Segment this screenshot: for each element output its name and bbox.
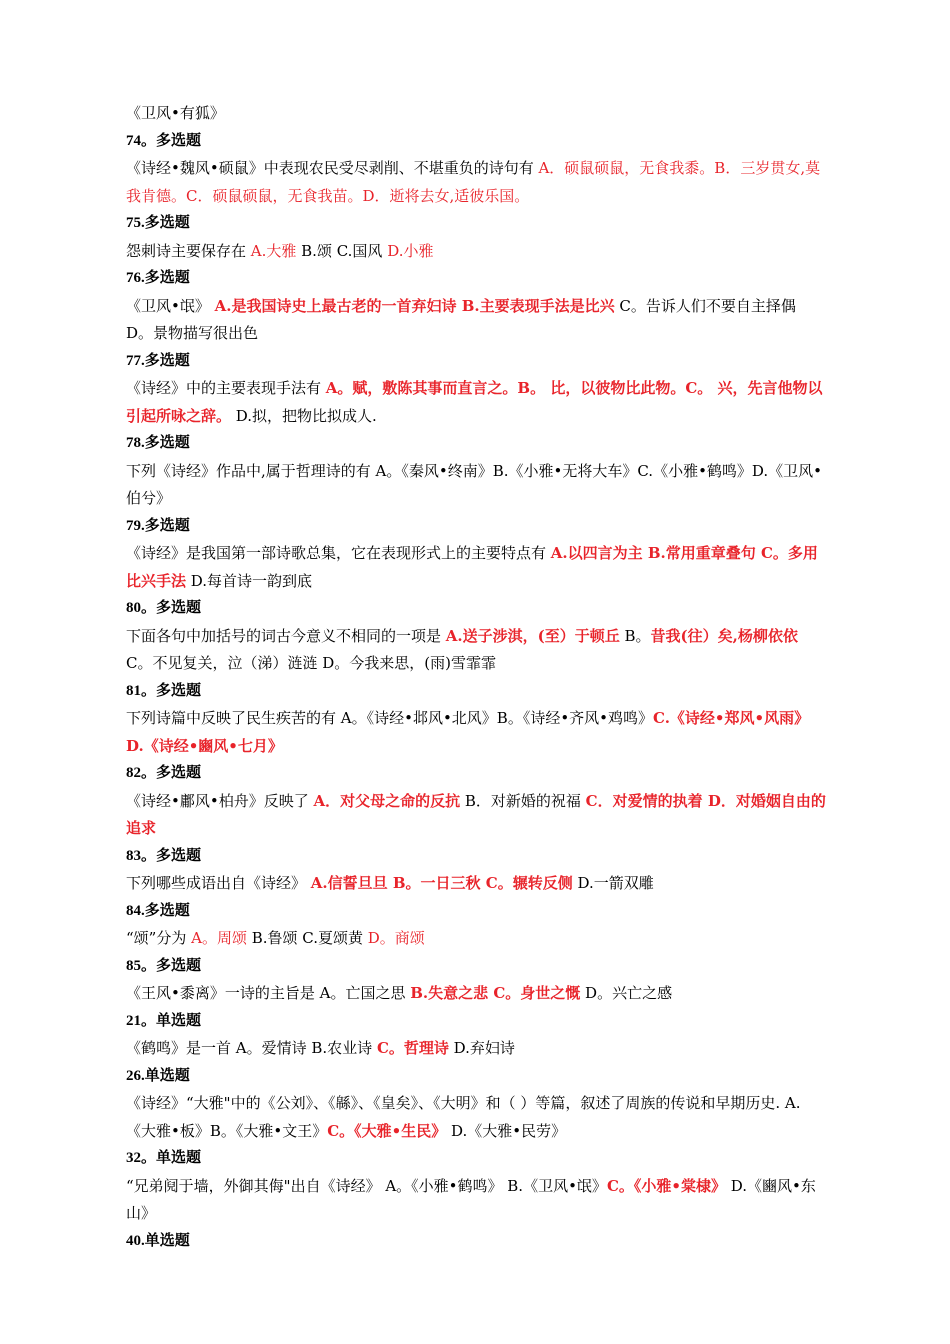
text-segment: C。告诉人们不要自主择偶 D。景物描写很出色 bbox=[126, 296, 796, 342]
text-segment: 75.多选题 bbox=[126, 215, 190, 231]
text-segment: 76.多选题 bbox=[126, 270, 190, 286]
text-segment: B.鲁颂 C.夏颂黄 bbox=[246, 929, 368, 947]
question-text bbox=[126, 623, 826, 678]
text-segment: 74。多选题 bbox=[126, 132, 202, 149]
question-heading bbox=[126, 430, 826, 458]
text-segment: D.《大雅•民劳》 bbox=[446, 1121, 567, 1140]
text-segment: D.《豳风•东山》 bbox=[126, 1176, 816, 1222]
text-segment: 下面各句中加括号的词古今意义不相同的一项是 bbox=[126, 626, 446, 645]
text-segment: 84.多选题 bbox=[126, 902, 190, 919]
question-heading bbox=[126, 898, 826, 926]
text-segment: 《卫风•氓》 bbox=[126, 296, 215, 315]
text-segment: 怨刺诗主要保存在 bbox=[126, 241, 251, 260]
question-heading bbox=[126, 760, 826, 788]
text-segment: 《诗经•鄘风•柏舟》反映了 bbox=[126, 791, 314, 810]
question-text bbox=[126, 155, 826, 210]
answer-highlight: A．硕鼠硕鼠，无食我黍。B．三岁贯女,莫我肯德。C．硕鼠硕鼠，无食我苗。D．逝将去女,适彼乐国。 bbox=[126, 159, 821, 205]
text-segment: 82。多选题 bbox=[126, 765, 202, 781]
text-segment: D.每首诗一韵到底 bbox=[186, 571, 313, 590]
text-segment: “兄弟阋于墙，外御其侮"出自《诗经》 A。《小雅•鹤鸣》 B.《卫风•氓》 bbox=[126, 1176, 607, 1195]
question-text bbox=[126, 458, 826, 513]
text-segment: 77.多选题 bbox=[126, 352, 190, 369]
question-heading bbox=[126, 953, 826, 981]
text-segment: 下列《诗经》作品中,属于哲理诗的有 A。《秦风•终南》B.《小雅•无将大车》C.《小雅•鹤鸣》D.《卫风•伯兮》 bbox=[126, 461, 823, 507]
answer-highlight: A．对父母之命的反抗 bbox=[313, 791, 461, 810]
text-segment: B.颂 C.国风 bbox=[296, 241, 388, 260]
text-segment: 《鹤鸣》是一首 A。爱情诗 B.农业诗 bbox=[126, 1039, 377, 1057]
text-segment: D.一箭双雕 bbox=[572, 874, 654, 892]
question-heading bbox=[126, 1145, 826, 1173]
text-segment: 26.单选题 bbox=[126, 1067, 190, 1084]
text-segment: C。不见复关，泣（涕）涟涟 D。今我来思，(雨)雪霏霏 bbox=[126, 654, 496, 672]
text-segment: 下列诗篇中反映了民生疾苦的有 A。《诗经•邶风•北风》B。《诗经•齐风•鸡鸣》 bbox=[126, 709, 654, 727]
text-segment: 21。单选题 bbox=[126, 1012, 202, 1029]
text-segment: 《王风•黍离》一诗的主旨是 A。亡国之思 bbox=[126, 984, 411, 1002]
question-heading bbox=[126, 1063, 826, 1091]
question-text bbox=[126, 540, 826, 595]
text-segment: 78.多选题 bbox=[126, 435, 190, 451]
text-segment: D。兴亡之感 bbox=[580, 984, 673, 1002]
question-text bbox=[126, 1173, 826, 1228]
text-segment: 40.单选题 bbox=[126, 1232, 190, 1249]
text-segment: 32。单选题 bbox=[126, 1150, 202, 1166]
answer-highlight: C。《小雅•棠棣》 bbox=[606, 1176, 726, 1195]
text-segment: 《诗经》是我国第一部诗歌总集，它在表现形式上的主要特点有 bbox=[126, 544, 551, 562]
question-heading bbox=[126, 595, 826, 623]
question-heading bbox=[126, 678, 826, 706]
text-segment: 85。多选题 bbox=[126, 957, 202, 974]
question-text bbox=[126, 705, 826, 760]
answer-highlight: A.是我国诗史上最古老的一首弃妇诗 B.主要表现手法是比兴 bbox=[214, 296, 615, 315]
text-segment: 81。多选题 bbox=[126, 682, 202, 699]
text-segment: B．对新婚的祝福 bbox=[460, 791, 586, 810]
question-text bbox=[126, 238, 826, 266]
answer-highlight: 昔我(往）矣,杨柳依依 bbox=[650, 626, 798, 645]
text-segment: 《卫风•有狐》 bbox=[126, 104, 225, 122]
answer-highlight: A.信誓旦旦 B。一日三秋 C。辗转反侧 bbox=[310, 874, 573, 892]
question-heading bbox=[126, 348, 826, 376]
answer-highlight: A。周颂 bbox=[191, 929, 247, 947]
question-text bbox=[126, 1090, 826, 1145]
question-text bbox=[126, 870, 826, 898]
answer-highlight: D。商颂 bbox=[367, 929, 425, 947]
text-segment: 《诗经》中的主要表现手法有 bbox=[126, 379, 326, 397]
question-text bbox=[126, 788, 826, 843]
question-text bbox=[126, 980, 826, 1008]
answer-highlight: C。《大雅•生民》 bbox=[327, 1121, 447, 1140]
question-heading bbox=[126, 1228, 826, 1256]
question-text bbox=[126, 293, 826, 348]
question-heading bbox=[126, 128, 826, 156]
answer-highlight: A.大雅 bbox=[250, 241, 297, 260]
document-page bbox=[126, 100, 826, 1255]
answer-highlight: C.《诗经•郑风•风雨》D.《诗经•豳风•七月》 bbox=[126, 709, 810, 755]
answer-highlight: B.失意之悲 C。身世之慨 bbox=[410, 984, 581, 1002]
question-text bbox=[126, 1035, 826, 1063]
question-heading bbox=[126, 1008, 826, 1036]
question-heading bbox=[126, 843, 826, 871]
answer-highlight: C。哲理诗 bbox=[376, 1039, 449, 1057]
answer-highlight: A。赋，敷陈其事而直言之。B。 比，以彼物比此物。C。 兴，先言他物以引起所咏之辞。 bbox=[126, 379, 823, 425]
answer-highlight: A.送子涉淇，(至）于顿丘 bbox=[445, 626, 620, 645]
answer-highlight: C．对爱情的执着 D．对婚姻自由的追求 bbox=[126, 791, 826, 837]
answer-highlight: A.以四言为主 B.常用重章叠句 C。多用比兴手法 bbox=[126, 544, 818, 590]
text-segment: 《诗经》“大雅"中的《公刘》、《緜》、《皇矣》、《大明》和（ ）等篇，叙述了周族的传说和早期历史. A.《大雅•板》B。《大雅•文王》 bbox=[126, 1094, 801, 1140]
question-text bbox=[126, 925, 826, 953]
question-heading bbox=[126, 265, 826, 293]
text-segment: B。 bbox=[619, 626, 651, 645]
question-heading bbox=[126, 210, 826, 238]
text-segment: “颂”分为 bbox=[126, 929, 192, 947]
text-segment: 下列哪些成语出自《诗经》 bbox=[126, 874, 311, 892]
question-text bbox=[126, 100, 826, 128]
answer-highlight: D.小雅 bbox=[387, 241, 434, 260]
question-heading bbox=[126, 513, 826, 541]
text-segment: 83。多选题 bbox=[126, 847, 202, 864]
text-segment: 80。多选题 bbox=[126, 600, 202, 616]
text-segment: D.拟，把物比拟成人. bbox=[231, 406, 377, 425]
text-segment: D.弃妇诗 bbox=[448, 1039, 515, 1057]
question-text bbox=[126, 375, 826, 430]
text-segment: 79.多选题 bbox=[126, 517, 190, 534]
text-segment: 《诗经•魏风•硕鼠》中表现农民受尽剥削、不堪重负的诗句有 bbox=[126, 159, 539, 177]
